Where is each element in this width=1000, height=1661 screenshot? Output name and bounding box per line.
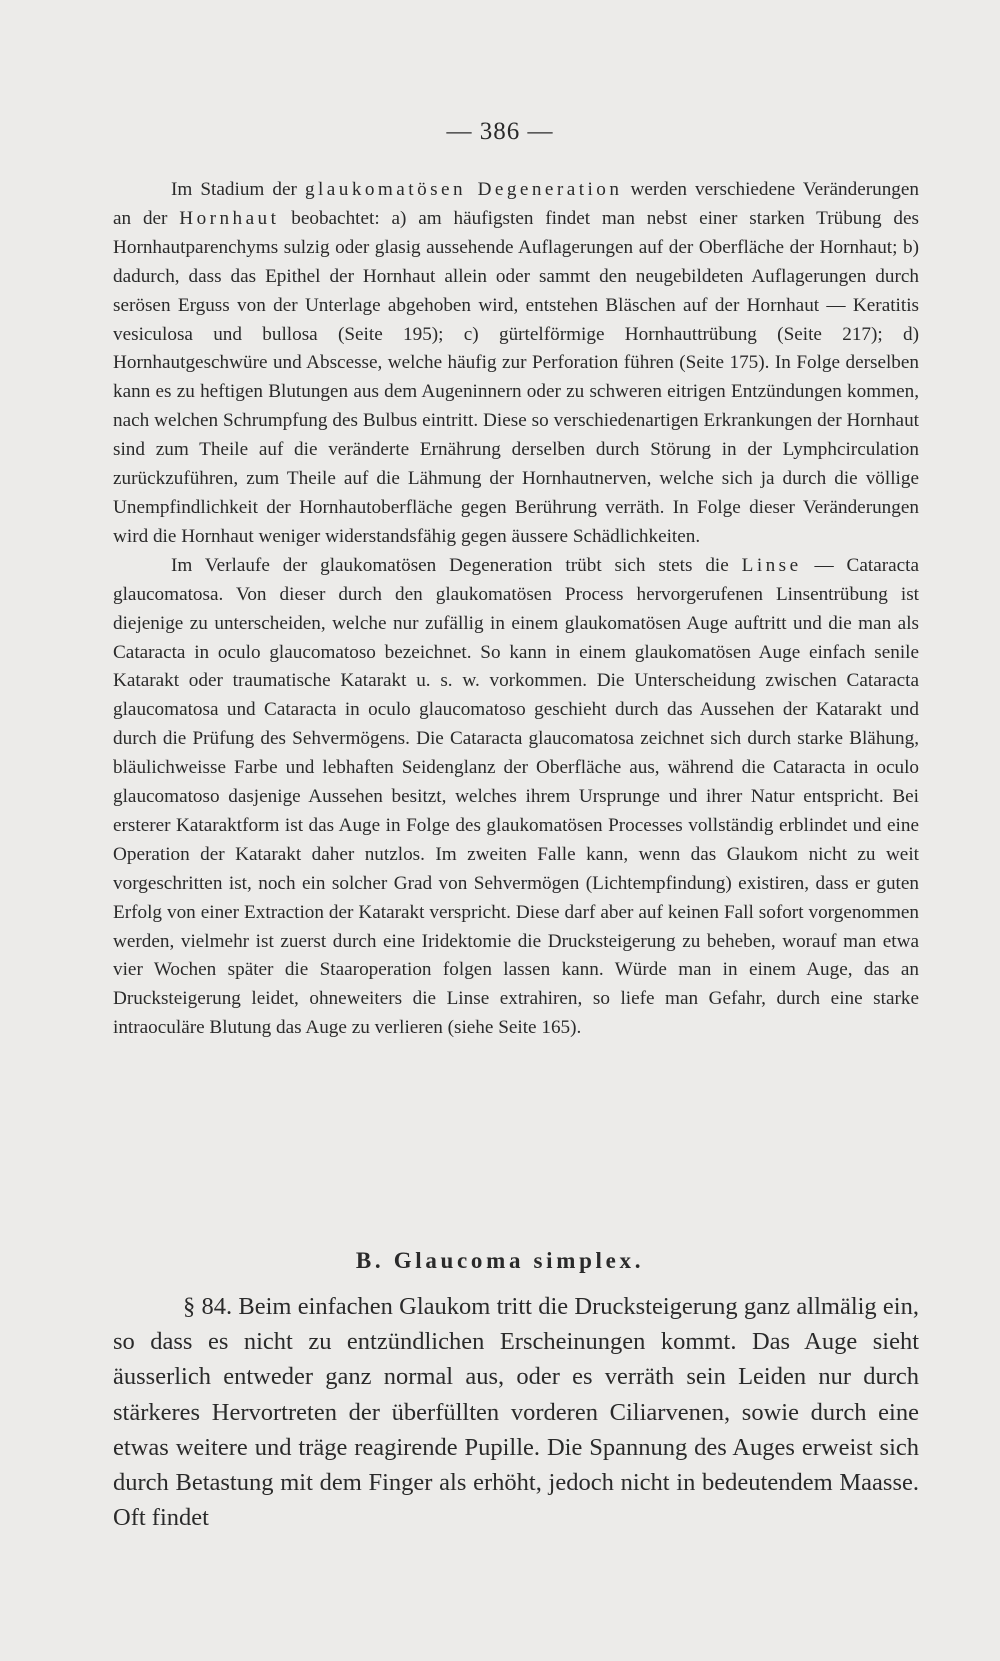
paragraph-intro: Im Verlaufe der glaukomatösen Degeneration trübt sich stets die [171, 554, 742, 576]
paragraph-intro: Im Stadium der [171, 179, 305, 200]
paragraph-cornea-changes [113, 176, 919, 552]
main-text-small [113, 176, 919, 1043]
paragraph-text: werden verschiedene Veränderungen an der [113, 179, 919, 229]
paragraph-glaucoma-simplex: § 84. Beim einfachen Glaukom tritt die Drucksteigerung ganz allmälig ein, so dass es nicht zu entzündlichen Erscheinungen kommt. Das Auge sieht äusserlich entweder ganz normal aus, oder es verräth sein Leiden nur durch stärkeres Hervortreten der überfüllten vorderen Ciliarvenen, sowie durch eine etwas weitere und träge reagirende Pupille. Die Spannung des Auges erweist sich durch Betastung mit dem Finger als erhöht, jedoch nicht in bedeutendem Maasse. Oft findet [113, 1293, 919, 1532]
spaced-term-linse: Linse [741, 554, 802, 576]
spaced-term-hornhaut: Hornhaut [179, 207, 280, 229]
page-number: — 386 — [446, 118, 554, 145]
section-heading: B. Glaucoma simplex. [355, 1248, 645, 1273]
main-text-large [113, 1289, 919, 1535]
paragraph-lens-cataract [113, 552, 919, 1043]
spaced-term-degeneration: glaukomatösen Degeneration [304, 179, 623, 200]
paragraph-text: beobachtet: a) am häufigsten findet man nebst einer starken Trübung des Hornhautparenchyms sulzig oder glasig aussehende Auflagerungen auf der Oberfläche der Hornhaut; b) dadurch, dass das Epithel der Hornhaut allein oder sammt den neugebildeten Auflagerungen durch serösen Erguss von der Unterlage abgehoben wird, entstehen Bläschen auf der Hornhaut — Keratitis vesiculosa und bullosa (Seite 195); c) gürtelförmige Hornhauttrübung (Seite 217); d) Hornhautgeschwüre und Abscesse, welche häufig zur Perforation führen (Seite 175). In Folge derselben kann es zu heftigen Blutungen aus dem Augeninnern oder zu schweren eitrigen Entzündungen kommen, nach welchen Schrumpfung des Bulbus eintritt. Diese so verschiedenartigen Erkrankungen der Hornhaut sind zum Theile auf die veränderte Ernährung derselben durch Störung in der Lymphcirculation zurückzuführen, zum Theile auf die Lähmung der Hornhautnerven, welche sich ja durch die völlige Unempfindlichkeit der Hornhautoberfläche gegen Berührung verräth. In Folge dieser Veränderungen wird die Hornhaut weniger widerstandsfähig gegen äussere Schädlichkeiten. [113, 207, 919, 547]
paragraph-text: — Cataracta glaucomatosa. Von dieser durch den glaukomatösen Process hervorgerufenen Linsentrübung ist diejenige zu unterscheiden, welche nur zufällig in einem glaukomatösen Auge auftritt und die man als Cataracta in oculo glaucomatoso bezeichnet. So kann in einem glaukomatösen Auge einfach senile Katarakt oder traumatische Katarakt u. s. w. vorkommen. Die Unterscheidung zwischen Cataracta glaucomatosa und Cataracta in oculo glaucomatoso geschieht durch das Aussehen der Katarakt und durch die Prüfung des Sehvermögens. Die Cataracta glaucomatosa zeichnet sich durch starke Blähung, bläulichweisse Farbe und lebhaften Seidenglanz der Oberfläche aus, während die Cataracta in oculo glaucomatoso dasjenige Aussehen besitzt, welches ihrem Ursprunge und ihrer Natur entspricht. Bei ersterer Kataraktform ist das Auge in Folge des glaukomatösen Processes vollständig erblindet und eine Operation der Katarakt daher nutzlos. Im zweiten Falle kann, wenn das Glaukom nicht zu weit vorgeschritten ist, noch ein solcher Grad von Sehvermögen (Lichtempfindung) existiren, dass er guten Erfolg von einer Extraction der Katarakt verspricht. Diese darf aber auf keinen Fall sofort vorgenommen werden, vielmehr ist zuerst durch eine Iridektomie die Drucksteigerung zu beheben, worauf man etwa vier Wochen später die Staaroperation folgen lassen kann. Würde man in einem Auge, das an Drucksteigerung leidet, ohneweiters die Linse extrahiren, so liefe man Gefahr, durch eine starke intraoculäre Blutung das Auge zu verlieren (siehe Seite 165). [113, 554, 919, 1039]
